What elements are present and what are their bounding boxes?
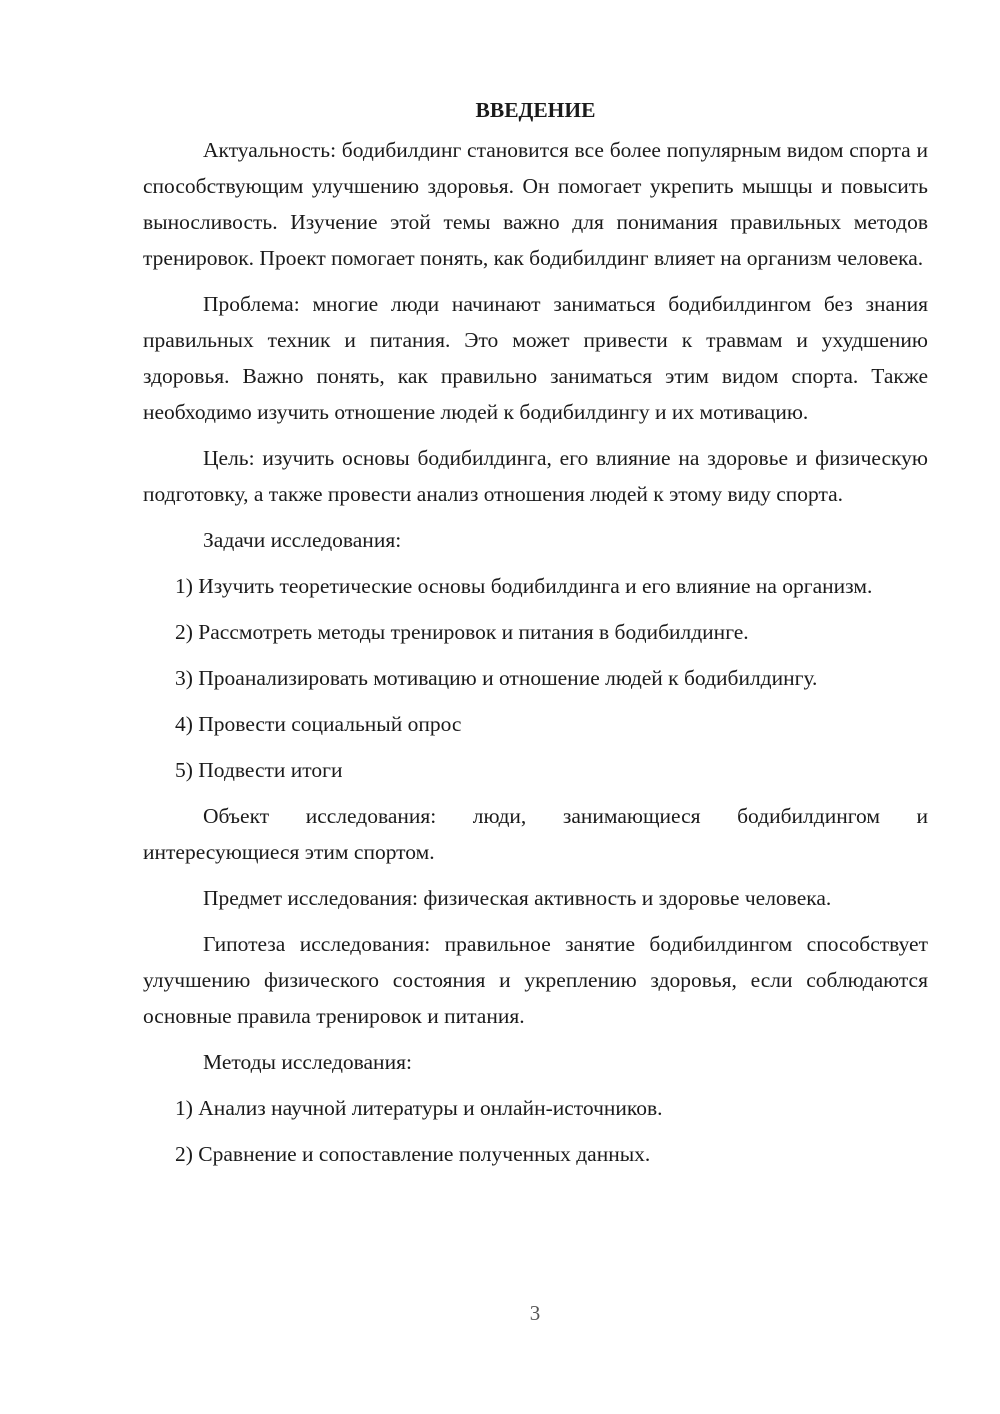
page-number: 3 [529, 1301, 541, 1325]
methods-heading: Методы исследования: [203, 1050, 412, 1074]
task-item-1: 1) Изучить теоретические основы бодибилдинга и его влияние на организм. [175, 574, 873, 598]
paragraph-relevance: Актуальность: бодибилдинг становится все более популярным видом спорта и способствующим улучшению здоровья. Он помогает укрепить мышцы и повысить выносливость. Изучение этой темы важно для понимания правильных методов тренировок. Проект помогает понять, как бодибилдинг влияет на организм человека. [143, 138, 928, 270]
paragraph-subject: Предмет исследования: физическая активность и здоровье человека. [203, 886, 832, 910]
task-item-2: 2) Рассмотреть методы тренировок и питания в бодибилдинге. [175, 620, 749, 644]
task-item-5: 5) Подвести итоги [175, 758, 343, 782]
paragraph-object: Объект исследования: люди, занимающиеся бодибилдингом и интересующиеся этим спортом. [143, 804, 928, 864]
document-page [143, 92, 928, 1182]
task-item-3: 3) Проанализировать мотивацию и отношение людей к бодибилдингу. [175, 666, 818, 690]
paragraph-problem: Проблема: многие люди начинают заниматься бодибилдингом без знания правильных техник и питания. Это может привести к травмам и ухудшению здоровья. Важно понять, как правильно заниматься этим видом спорта. Также необходимо изучить отношение людей к бодибилдингу и их мотивацию. [143, 292, 928, 424]
method-item-1: 1) Анализ научной литературы и онлайн-источников. [175, 1096, 663, 1120]
paragraph-goal: Цель: изучить основы бодибилдинга, его влияние на здоровье и физическую подготовку, а также провести анализ отношения людей к этому виду спорта. [143, 446, 928, 506]
task-item-4: 4) Провести социальный опрос [175, 712, 462, 736]
paragraph-hypothesis: Гипотеза исследования: правильное занятие бодибилдингом способствует улучшению физического состояния и укреплению здоровья, если соблюдаются основные правила тренировок и питания. [143, 932, 928, 1028]
section-title: ВВЕДЕНИЕ [475, 98, 596, 122]
method-item-2: 2) Сравнение и сопоставление полученных данных. [175, 1142, 651, 1166]
tasks-heading: Задачи исследования: [203, 528, 402, 552]
